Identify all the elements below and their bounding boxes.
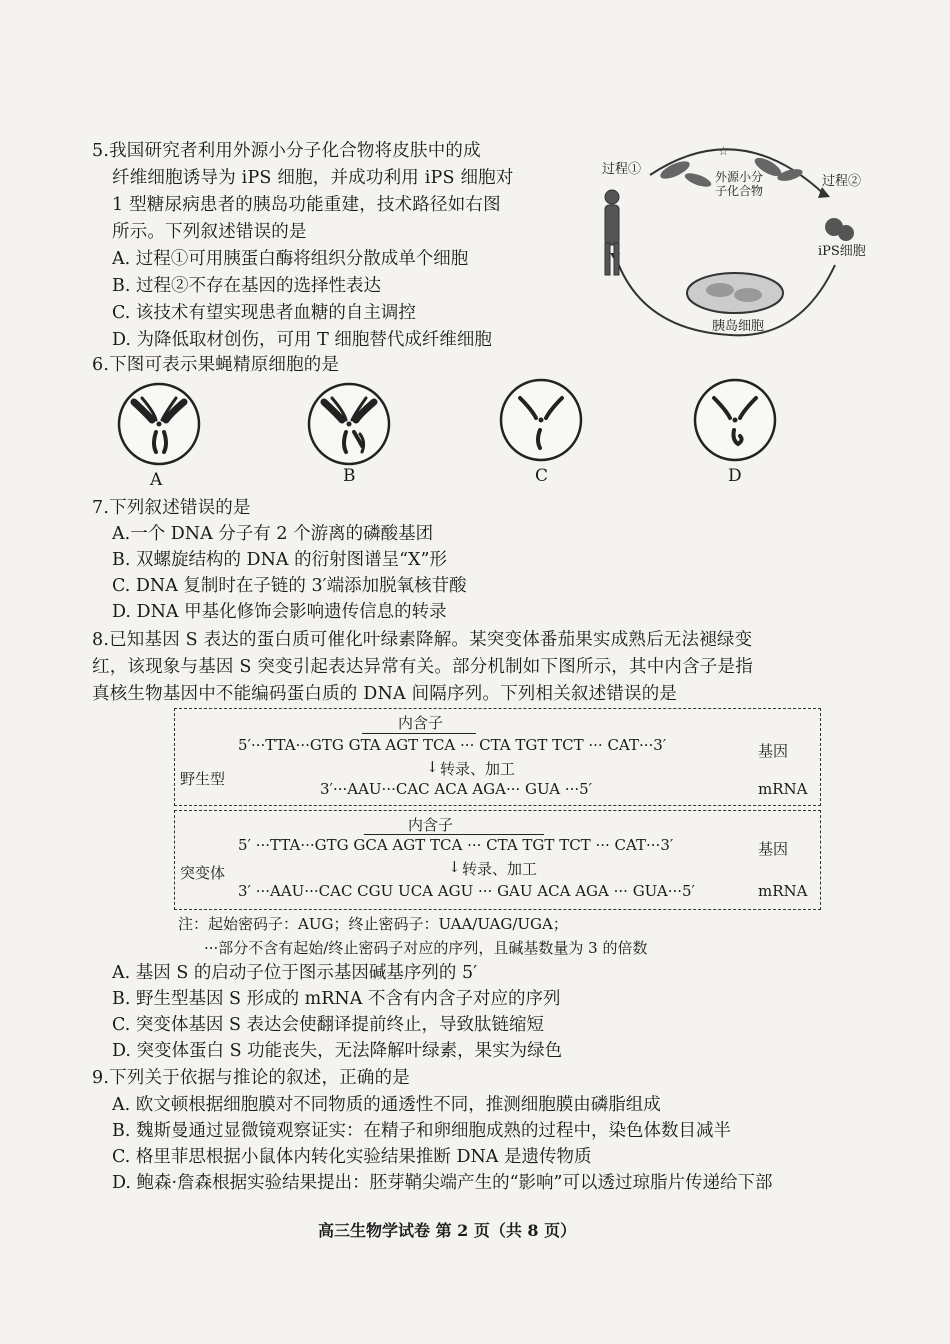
- page-footer: 高三生物学试卷 第 2 页（共 8 页）: [318, 1221, 577, 1240]
- q6-stem: 6.下图可表示果蝇精原细胞的是: [92, 355, 340, 375]
- wild-intron-label: 内含子: [398, 714, 444, 732]
- mutant-mrna-sequence: 3′ ···AAU···CAC CGU UCA AGU ··· GAU ACA AGA ··· GUA···5′: [238, 882, 695, 900]
- ips-cell-icon: [825, 218, 854, 241]
- islet-cell-icon: [687, 273, 783, 313]
- mutant-mrna-label: mRNA: [758, 882, 808, 900]
- q8-stem-line-3: 真核生物基因中不能编码蛋白质的 DNA 间隔序列。下列相关叙述错误的是: [92, 684, 678, 704]
- mutant-gene-label: 基因: [758, 840, 789, 858]
- q7-option-a: A.一个 DNA 分子有 2 个游离的磷酸基团: [112, 524, 434, 544]
- q7-stem: 7.下列叙述错误的是: [92, 498, 251, 518]
- cell-diagram-b: [302, 382, 397, 467]
- wild-process-label: 转录、加工: [440, 760, 516, 778]
- q9-stem: 9.下列关于依据与推论的叙述，正确的是: [92, 1068, 410, 1088]
- wild-mrna-sequence: 3′···AAU···CAC ACA AGA··· GUA ···5′: [320, 780, 593, 798]
- human-figure-icon: [605, 190, 619, 275]
- wild-intron-bracket: [362, 733, 476, 734]
- cell-diagram-d: [688, 378, 783, 463]
- q5-option-c: C. 该技术有望实现患者血糖的自主调控: [112, 303, 416, 323]
- wild-arrow-icon: ↓: [426, 758, 439, 776]
- mutant-arrow-icon: ↓: [448, 858, 461, 876]
- ips-cell-label: iPS细胞: [818, 244, 866, 259]
- mutant-intron-label: 内含子: [408, 816, 454, 834]
- q9-option-b: B. 魏斯曼通过显微镜观察证实：在精子和卵细胞成熟的过程中，染色体数目减半: [112, 1121, 731, 1141]
- q8-note-2: ···部分不含有起始/终止密码子对应的序列，且碱基数量为 3 的倍数: [204, 939, 648, 957]
- q9-option-a: A. 欧文顿根据细胞膜对不同物质的通透性不同，推测细胞膜由磷脂组成: [112, 1095, 661, 1115]
- cell-label-a: A: [150, 470, 163, 490]
- wild-type-label: 野生型: [180, 770, 226, 788]
- wild-gene-label: 基因: [758, 742, 789, 760]
- q5-stem-line-3: 1 型糖尿病患者的胰岛功能重建，技术路径如右图: [112, 195, 501, 215]
- q5-stem-line-4: 所示。下列叙述错误的是: [112, 222, 307, 242]
- process-1-label: 过程①: [602, 162, 642, 177]
- q9-option-d: D. 鲍森·詹森根据实验结果提出：胚芽鞘尖端产生的“影响”可以透过琼脂片传递给下部: [112, 1173, 773, 1193]
- q9-option-c: C. 格里菲思根据小鼠体内转化实验结果推断 DNA 是遗传物质: [112, 1147, 592, 1167]
- q7-option-b: B. 双螺旋结构的 DNA 的衍射图谱呈“X”形: [112, 550, 447, 570]
- q8-option-b: B. 野生型基因 S 形成的 mRNA 不含有内含子对应的序列: [112, 989, 561, 1009]
- q5-option-a: A. 过程①可用胰蛋白酶将组织分散成单个细胞: [112, 249, 469, 269]
- q8-option-d: D. 突变体蛋白 S 功能丧失，无法降解叶绿素，果实为绿色: [112, 1041, 563, 1061]
- cell-diagram-c: [494, 378, 589, 463]
- mutant-intron-bracket: [364, 834, 544, 835]
- cell-label-c: C: [535, 466, 549, 486]
- compound-label-1: 外源小分: [715, 170, 764, 184]
- q8-option-a: A. 基因 S 的启动子位于图示基因碱基序列的 5′: [112, 963, 478, 983]
- mutant-label: 突变体: [180, 864, 226, 882]
- cell-label-d: D: [728, 466, 742, 486]
- cell-label-b: B: [343, 466, 356, 486]
- q8-option-c: C. 突变体基因 S 表达会使翻译提前终止，导致肽链缩短: [112, 1015, 545, 1035]
- q8-note-1: 注：起始密码子：AUG；终止密码子：UAA/UAG/UGA；: [178, 915, 568, 933]
- islet-cell-label: 胰岛细胞: [712, 319, 765, 334]
- process-2-label: 过程②: [822, 174, 862, 189]
- q5-stem-line-1: 5.我国研究者利用外源小分子化合物将皮肤中的成: [92, 141, 481, 161]
- cell-diagram-a: [112, 382, 207, 467]
- mutant-process-label: 转录、加工: [462, 860, 538, 878]
- q5-option-d: D. 为降低取材创伤，可用 T 细胞替代成纤维细胞: [112, 330, 492, 350]
- q8-stem-line-1: 8.已知基因 S 表达的蛋白质可催化叶绿素降解。某突变体番茄果实成熟后无法褪绿变: [92, 630, 753, 650]
- q8-stem-line-2: 红，该现象与基因 S 突变引起表达异常有关。部分机制如下图所示，其中内含子是指: [92, 657, 753, 677]
- q5-option-b: B. 过程②不存在基因的选择性表达: [112, 276, 381, 296]
- q5-stem-line-2: 纤维细胞诱导为 iPS 细胞，并成功利用 iPS 细胞对: [112, 168, 514, 188]
- mutant-gene-sequence: 5′ ···TTA···GTG GCA AGT TCA ··· CTA TGT TCT ··· CAT···3′: [238, 836, 674, 854]
- star-marker: ☆: [718, 144, 729, 158]
- q7-option-c: C. DNA 复制时在子链的 3′端添加脱氧核苷酸: [112, 576, 467, 596]
- wild-gene-sequence: 5′···TTA···GTG GTA AGT TCA ··· CTA TGT TCT ··· CAT···3′: [238, 736, 667, 754]
- compound-label-2: 子化合物: [715, 184, 764, 198]
- q7-option-d: D. DNA 甲基化修饰会影响遗传信息的转录: [112, 602, 447, 622]
- wild-mrna-label: mRNA: [758, 780, 808, 798]
